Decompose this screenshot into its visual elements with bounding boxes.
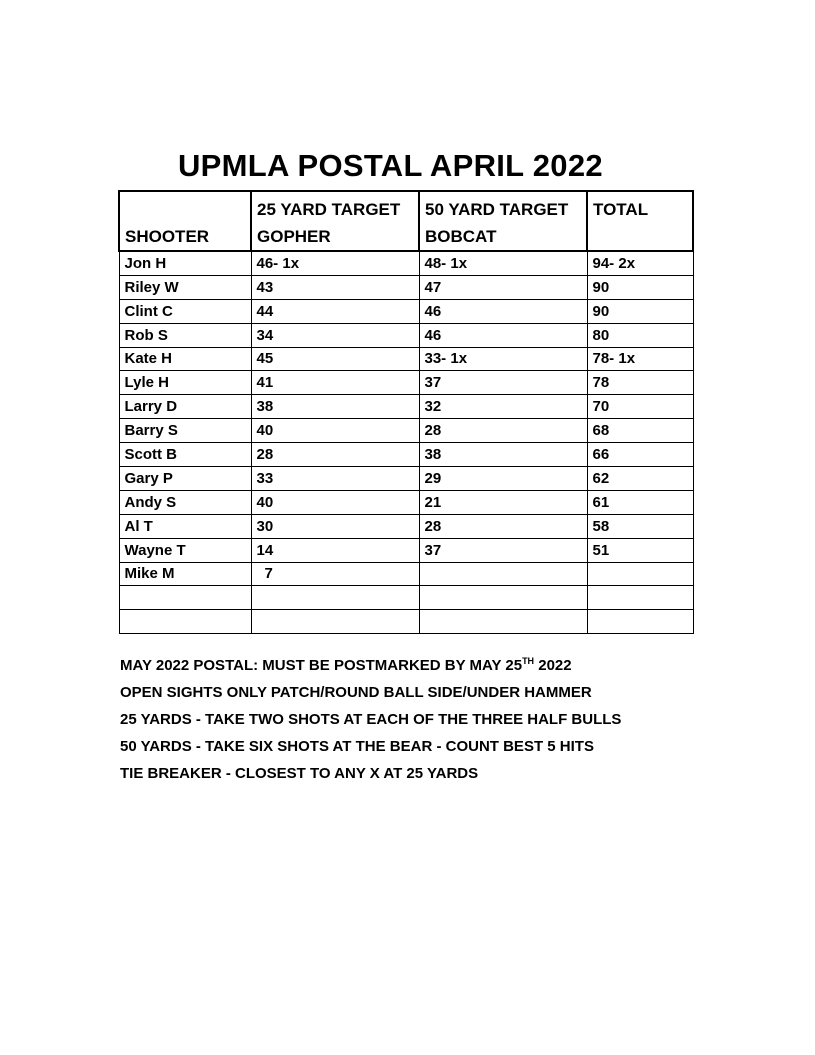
cell-shooter: Andy S (119, 490, 251, 514)
note-postmark-superscript: TH (522, 656, 535, 666)
table-header (119, 191, 693, 251)
cell-25-yard: 40 (251, 419, 419, 443)
cell-total: 90 (587, 275, 693, 299)
table-row (119, 538, 693, 562)
cell-shooter: Clint C (119, 299, 251, 323)
cell-shooter: Rob S (119, 323, 251, 347)
cell-50-yard: 37 (419, 371, 587, 395)
cell-shooter: Barry S (119, 419, 251, 443)
note-postmark-text: MAY 2022 POSTAL: MUST BE POSTMARKED BY MAY 25 (120, 657, 523, 674)
cell-25-yard (251, 586, 419, 610)
notes-section (120, 652, 621, 787)
table-row (119, 490, 693, 514)
cell-25-yard: 41 (251, 371, 419, 395)
note-25-yards: 25 YARDS - TAKE TWO SHOTS AT EACH OF THE THREE HALF BULLS (120, 711, 622, 728)
header-row (119, 191, 693, 251)
cell-shooter: Kate H (119, 347, 251, 371)
table-body (119, 251, 693, 634)
cell-25-yard: 14 (251, 538, 419, 562)
table-row (119, 323, 693, 347)
table-row (119, 586, 693, 610)
cell-shooter: Lyle H (119, 371, 251, 395)
header-25-yard-line1: 25 YARD TARGET (257, 200, 401, 219)
cell-shooter: Riley W (119, 275, 251, 299)
cell-25-yard: 33 (251, 467, 419, 491)
cell-shooter: Gary P (119, 467, 251, 491)
table-row (119, 299, 693, 323)
cell-50-yard: 46 (419, 299, 587, 323)
cell-25-yard: 28 (251, 443, 419, 467)
table-row (119, 395, 693, 419)
cell-25-yard: 38 (251, 395, 419, 419)
cell-total (587, 586, 693, 610)
cell-total: 62 (587, 467, 693, 491)
cell-50-yard: 28 (419, 514, 587, 538)
cell-50-yard: 47 (419, 275, 587, 299)
table-row (119, 562, 693, 586)
cell-total: 90 (587, 299, 693, 323)
cell-50-yard: 38 (419, 443, 587, 467)
header-50-yard (419, 191, 587, 251)
cell-25-yard: 40 (251, 490, 419, 514)
cell-total: 68 (587, 419, 693, 443)
cell-50-yard: 29 (419, 467, 587, 491)
results-table (118, 190, 694, 634)
cell-50-yard (419, 610, 587, 634)
cell-shooter: Scott B (119, 443, 251, 467)
cell-50-yard: 48- 1x (419, 251, 587, 275)
header-50-yard-line2: BOBCAT (425, 227, 497, 246)
table-row (119, 443, 693, 467)
cell-total (587, 610, 693, 634)
cell-50-yard (419, 586, 587, 610)
cell-25-yard: 34 (251, 323, 419, 347)
cell-50-yard: 28 (419, 419, 587, 443)
cell-50-yard (419, 562, 587, 586)
cell-50-yard: 37 (419, 538, 587, 562)
table-row (119, 275, 693, 299)
cell-25-yard: 46- 1x (251, 251, 419, 275)
cell-25-yard: 30 (251, 514, 419, 538)
header-25-yard-line2: GOPHER (257, 227, 331, 246)
cell-shooter: Al T (119, 514, 251, 538)
cell-shooter (119, 610, 251, 634)
cell-25-yard: 7 (251, 562, 419, 586)
note-postmark-year: 2022 (534, 657, 572, 674)
header-total: TOTAL (587, 191, 693, 251)
cell-50-yard: 33- 1x (419, 347, 587, 371)
cell-25-yard: 43 (251, 275, 419, 299)
table-row (119, 419, 693, 443)
cell-total: 61 (587, 490, 693, 514)
cell-total: 94- 2x (587, 251, 693, 275)
cell-total (587, 562, 693, 586)
note-tie-breaker: TIE BREAKER - CLOSEST TO ANY X AT 25 YARDS (120, 765, 479, 782)
cell-25-yard (251, 610, 419, 634)
table-row (119, 371, 693, 395)
cell-25-yard: 45 (251, 347, 419, 371)
table-row (119, 251, 693, 275)
cell-25-yard: 44 (251, 299, 419, 323)
cell-shooter: Jon H (119, 251, 251, 275)
cell-total: 58 (587, 514, 693, 538)
cell-50-yard: 46 (419, 323, 587, 347)
note-sights: OPEN SIGHTS ONLY PATCH/ROUND BALL SIDE/UNDER HAMMER (120, 684, 592, 701)
note-postmark (120, 652, 621, 679)
cell-total: 80 (587, 323, 693, 347)
header-shooter: SHOOTER (119, 191, 251, 251)
note-50-yards: 50 YARDS - TAKE SIX SHOTS AT THE BEAR - COUNT BEST 5 HITS (120, 738, 594, 755)
cell-total: 78- 1x (587, 347, 693, 371)
cell-total: 51 (587, 538, 693, 562)
cell-total: 78 (587, 371, 693, 395)
cell-50-yard: 21 (419, 490, 587, 514)
header-50-yard-line1: 50 YARD TARGET (425, 200, 569, 219)
page-title: UPMLA POSTAL APRIL 2022 (178, 148, 603, 183)
cell-total: 70 (587, 395, 693, 419)
cell-shooter: Mike M (119, 562, 251, 586)
table-row (119, 467, 693, 491)
cell-50-yard: 32 (419, 395, 587, 419)
cell-shooter (119, 586, 251, 610)
header-25-yard (251, 191, 419, 251)
table-row (119, 347, 693, 371)
table-row (119, 610, 693, 634)
cell-shooter: Larry D (119, 395, 251, 419)
cell-shooter: Wayne T (119, 538, 251, 562)
cell-total: 66 (587, 443, 693, 467)
table-row (119, 514, 693, 538)
